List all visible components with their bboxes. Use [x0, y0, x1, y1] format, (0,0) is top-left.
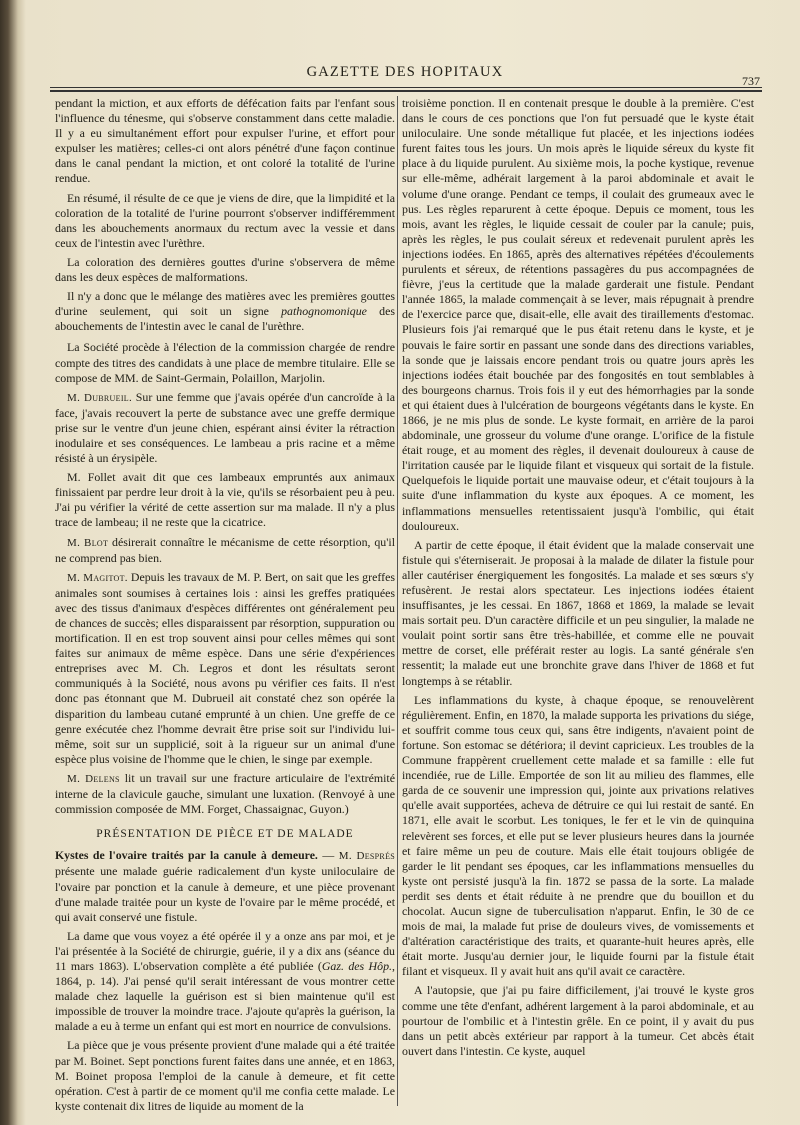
- text-run: , 1864, p. 14). J'ai pensé qu'il serait intéressant de vous montrer cette malade chez laquelle la guérison est si bien maintenue qu'il est impossible de trouver la moindre trace. J'ajoute qu'après la guérison, la malade a eu à terme un enfant qui est mort en nourrice de convulsions.: [55, 958, 395, 1034]
- text-run: présente une malade guérie radicalement d'un kyste uniloculaire de l'ovaire par ponction et la canule à demeure, et une pièce provenant d'une malade traitée pour un kyste de l'ovaire par le même procédé, et qui avait conservé une fistule.: [55, 864, 395, 924]
- text-run: La dame que vous voyez a été opérée il y a onze ans par moi, et je l'ai présentée à la Société de chirurgie, guérie, il y a dix ans (séance du 11 mars 1863). L'observation complète a été publiée (: [55, 928, 395, 973]
- header-rule: [50, 87, 762, 88]
- paragraph: La Société procède à l'élection de la commission chargée de rendre compte des titres des candidats à une place de membre titulaire. Elle se compose de MM. de Saint-Germain, Polaillon, Marjolin.: [55, 340, 395, 385]
- paragraph: [55, 929, 395, 1035]
- text-run: Depuis les travaux de M. P. Bert, on sait que les greffes animales sont soumises à certaines lois : ainsi les greffes pratiquées avec des tissus d'animaux d'espèces différentes ont généralement peu de chances de succès; elles disparaissent par résorption, suppuration ou mortification. Il en est trop souvent ainsi pour celles mêmes qui sont faites sur animaux de même espèce. Dans une série d'expériences entreprises avec M. Ch. Legros et dont les résultats seront communiqués à la Société, nous avons pu vérifier ces faits. Il n'est donc pas étonnant que M. Dubrueil ait constaté chez son opérée la disparition du lambeau cutané emprunté à un chien. Une greffe de ce genre exécutée chez l'homme devrait être prise soit sur l'individu lui-même, soit sur un supplicié, soit à la rigueur sur un animal d'une espèce plus voisine de l'homme que le chien, le singe par exemple.: [55, 569, 395, 766]
- text-run: Il n'y a donc que le mélange des matières avec les premières gouttes d'urine seulement, qui soit un signe: [55, 289, 395, 319]
- text-run: lit un travail sur une fracture articulaire de l'extrémité interne de la clavicule gauche, simulant une luxation. (Renvoyé à une commission composée de MM. Forget, Chassaignac, Guyon.): [55, 770, 395, 817]
- speaker-name: M. Dubrueil.: [67, 391, 133, 404]
- speaker-name: M. Magitot.: [67, 571, 128, 584]
- paragraph: La coloration des dernières gouttes d'urine s'observera de même dans les deux espèces de malformations.: [55, 254, 395, 285]
- section-title: PRÉSENTATION DE PIÈCE ET DE MALADE: [96, 828, 354, 841]
- paragraph: A l'autopsie, que j'ai pu faire difficilement, j'ai trouvé le kyste gros comme une tête d'enfant, adhérent largement à la paroi abdominale, et au pourtour de l'ombilic et à l'intestin grêle. En ce point, il y avait du pus dans un petit abcès extérieur par rapport à la tumeur. Cet abcès était ouvert dans l'intestin. Ce kyste, auquel: [402, 983, 754, 1058]
- italic-citation: Gaz. des Hôp.: [321, 958, 393, 973]
- speaker-name: M. Delens: [67, 772, 120, 785]
- paragraph: [55, 289, 395, 334]
- text-run: désirerait connaître le mécanisme de cette résorption, qu'il ne comprend pas bien.: [55, 534, 395, 565]
- text-run: Sur une femme que j'avais opérée d'un cancroïde à la face, j'avais recouvert la perte de substance avec une greffe dermique prise sur le ventre d'un jeune chien, espérant ainsi éviter la rétraction inodulaire et ses conséquences. Le lambeau a pris racine et a même résisté à un érysipèle.: [55, 389, 395, 466]
- paragraph: troisième ponction. Il en contenait presque le double à la première. C'est dans le cours de ces ponctions que l'on fut persuadé que le kyste était uniloculaire. Une sonde métallique fut placée, et les injections iodées furent faites tous les jours. Un mois après le liquide séreux du kyste fit place à du liquide purulent. Au sixième mois, la poche kystique, revenue sur elle-même, adhérait largement à la paroi abdominale et avait le volume d'une orange. Pendant ce temps, il coulait des grumeaux avec le pus. Les règles reparurent à cette époque. Depuis ce moment, tous les mois, avant les règles, le liquide cessait de couler par la canule; puis, après les règles, le pus coulait séreux et redevenait purulent après les injections iodées. En 1865, après des alternatives répétées d'écoulements purulents et séreux, de rétentions passagères du pus accompagnées de fièvre, j'eus la certitude que la malade garderait une fistule. Pendant l'année 1865, la malade commençait à se lever, mais répugnait à prendre de l'exercice parce que, disait-elle, elle avait des tiraillements d'estomac. Plusieurs fois j'ai remarqué que le pus était retenu dans le kyste, et je pouvais le faire sortir en passant une sonde dans des directions variables, la sonde que je laissais encore pendant trois ou quatre jours après les injections iodées était bouchée par des fongosités en tout semblables à des bourgeons charnus. Trois fois il y eut des hémorrhagies par la sonde et qui étaient dues à l'ulcération de bourgeons végétants dans le kyste. En 1866, je ne mis plus de sonde. Le kyste formait, en arrière de la paroi abdominale, une grosseur du volume d'une orange. L'orifice de la fistule était rouge, et au moment des règles, il devenait douloureux à cause de l'irritation causée par le liquide filant et visqueux qui sortait de la fistule. Quelquefois le liquide portait une mauvaise odeur, et c'était toujours à la suite d'une inflammation du kyste aux époques. A ce moment, les inflammations mensuelles retentissaient jusqu'à l'ombilic, qui était douloureux.: [402, 96, 754, 533]
- paragraph: En résumé, il résulte de ce que je viens de dire, que la limpidité et la coloration de la totalité de l'urine pourront s'observer indifféremment dans les abouchements anormaux du rectum avec la vessie et dans ceux de l'intestin avec l'urèthre.: [55, 190, 395, 250]
- italic-term: pathognomonique: [281, 304, 367, 319]
- column-divider: [397, 96, 398, 1106]
- speaker-name: M. Blot: [67, 536, 109, 549]
- paragraph: Les inflammations du kyste, à chaque époque, se renouvelèrent régulièrement. Enfin, en 1870, la malade supporta les privations du siége, et souffrit comme tous ceux qui, sans être indigents, n'avaient point de fortune. Son estomac se détériora; il devint capricieux. Les troubles de la Commune frappèrent cruellement cette malade et sa famille : elle fut incendiée, rue de Lille. Emportée de son lit au milieu des flammes, elle garda de ce souvenir une impression qui, jointe aux privations relatives qu'elle avait supportées, acheva de détruire ce qui lui restait de santé. En 1871, elle avait le scorbut. Les toniques, le fer et le vin de quinquina relevèrent ses forces, et elle put se lever plusieurs heures dans la journée et faire même un peu de couture. Mais elle était toujours obligée de garder le lit pendant ses époques, car les inflammations mensuelles du kyste ont persisté jusqu'à la fin. 1872 se passa de la sorte. La malade perdit ses dents et était réduite à ne prendre que du bouillon et du chocolat. Aucun signe de tuberculisation n'apparut. Enfin, le 30 de ce mois de mai, la malade fut prise de douleurs vives, de vomissements et d'altération caractéristique des traits, et quarante-huit heures après, elle était morte. Jusqu'au dernier jour, le liquide fourni par la fistule était filant et visqueux. Il y avait huit ans qu'il avait ce caractère.: [402, 692, 754, 979]
- paragraph: [55, 570, 395, 767]
- paragraph: [55, 535, 395, 566]
- paragraph: [55, 771, 395, 817]
- page-number: 737: [742, 74, 760, 88]
- paragraph: A partir de cette époque, il était évident que la malade conservait une fistule qui s'éterniserait. Je proposai à la malade de dilater la fistule pour aller cautériser énergiquement les fongosités. La malade et ses sœurs s'y refusèrent. Je restai alors spectateur. Les injections iodées étaient insuffisantes, je les cessai. En 1867, 1868 et 1869, la malade se levait mais sortait peu. D'un caractère difficile et un peu singulier, la malade ne voulait point sortir sans être très-habillée, et comme elle ne pouvait mettre de corset, elle préférait rester au logis. La santé générale s'en ressentit; la malade eut une bronchite grave dans l'hiver de 1868 et fut longtemps à se rétablir.: [402, 537, 754, 688]
- runin-heading: Kystes de l'ovaire traités par la canule à demeure.: [55, 848, 318, 863]
- paragraph: [55, 848, 395, 924]
- header-rule-thick: [50, 90, 762, 92]
- paragraph: pendant la miction, et aux efforts de défécation faits par l'enfant sous l'influence du ténesme, qui s'observe constamment dans cette maladie. Il y a eu simultanément effort pour expulser l'urine, et effort pour expulser les matières; celles-ci ont alors pénétré d'une façon continue dans le canal pendant la miction, et ont coloré la totalité de l'urine rendue.: [55, 96, 395, 186]
- text-run: —: [317, 848, 339, 863]
- paragraph: [55, 390, 395, 466]
- right-column: [402, 96, 754, 1063]
- left-column: [55, 96, 395, 1118]
- paragraph: M. Follet avait dit que ces lambeaux empruntés aux animaux finissaient par perdre leur droit à la vie, qu'ils se résorbaient peu à peu. J'ai pu vérifier la vérité de cette assertion sur ma malade. Il n'y a plus trace de lambeau; il ne reste que la cicatrice.: [55, 470, 395, 530]
- speaker-name: M. Després: [338, 850, 396, 863]
- paragraph: La pièce que je vous présente provient d'une malade qui a été traitée par M. Boinet. Sept ponctions furent faites dans une année, et en 1863, M. Boinet proposa l'emploi de la canule à demeure, et fit cette opération. C'est à partir de ce moment qu'il me confia cette malade. Le kyste contenait dix litres de liquide au moment de la: [55, 1038, 395, 1113]
- running-title: GAZETTE DES HOPITAUX: [306, 64, 504, 80]
- text-run: des abouchements de l'intestin avec le canal de l'urèthre.: [55, 304, 395, 334]
- page-header: [50, 58, 760, 88]
